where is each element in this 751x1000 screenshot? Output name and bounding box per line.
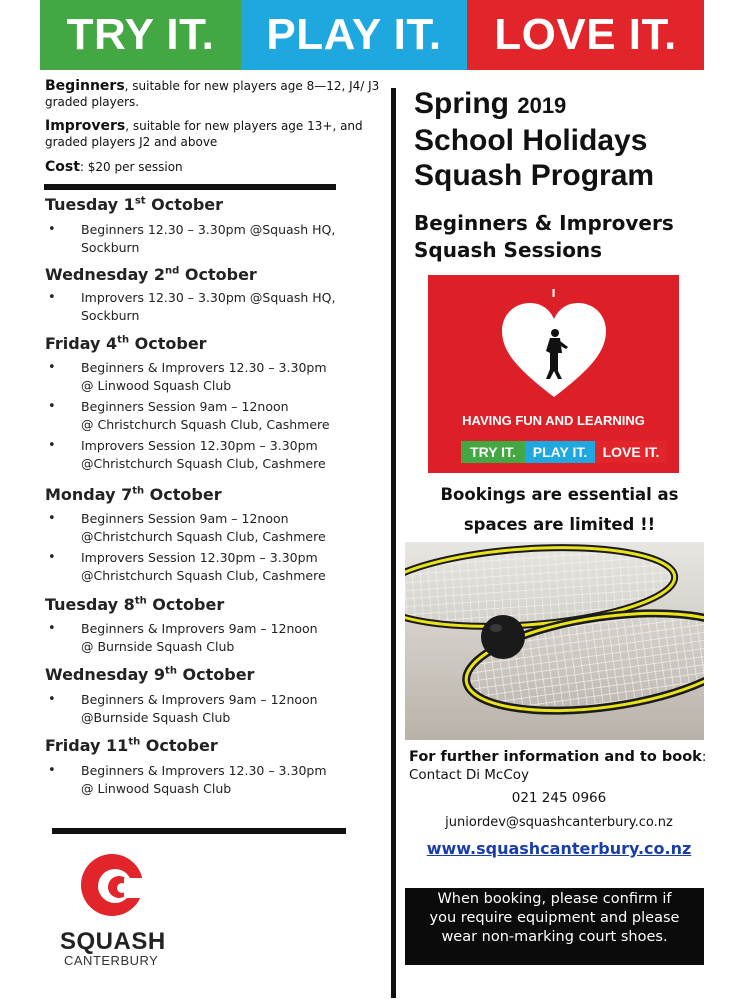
- promo-i: I: [551, 287, 556, 300]
- mini-try: TRY IT.: [461, 441, 525, 463]
- day-heading: Monday 7th October: [45, 485, 222, 504]
- promo-tagline: HAVING FUN AND LEARNING: [462, 413, 645, 428]
- logo-region: CANTERBURY: [64, 953, 159, 968]
- contact-info-rest: : Contact Di McCoy: [409, 749, 707, 783]
- session-list: [45, 691, 375, 730]
- intro-cost: [45, 159, 390, 175]
- top-banner: [40, 0, 704, 70]
- cost-label: Cost: [45, 159, 80, 175]
- squash-canterbury-logo-icon: [78, 850, 146, 920]
- website-link[interactable]: www.squashcanterbury.co.nz: [426, 839, 692, 858]
- beginners-text: , suitable for new players age 8—12, J4/ J3 graded players.: [45, 79, 380, 109]
- day-heading: Wednesday 2nd October: [45, 265, 257, 284]
- session-list: [45, 762, 375, 801]
- session-list: [45, 620, 375, 659]
- session-list: [45, 510, 375, 588]
- beginners-label: Beginners: [45, 78, 125, 94]
- promo-panel: [428, 275, 679, 473]
- session-list: [45, 289, 375, 328]
- improvers-label: Improvers: [45, 118, 126, 134]
- contact-info: [409, 748, 709, 784]
- session-list: [45, 221, 375, 260]
- program-subtitle: Beginners & Improvers Squash Sessions: [414, 211, 674, 262]
- booking-notice: Bookings are essential as spaces are limited !!: [440, 485, 679, 534]
- mini-play: PLAY IT.: [525, 441, 595, 463]
- contact-email: juniordev@squashcanterbury.co.nz: [445, 815, 673, 830]
- session-item: • Improvers 12.30 – 3.30pm @Squash HQ, Sockburn: [45, 289, 375, 325]
- racquet-photo-icon: [405, 542, 704, 740]
- intro-improvers: [45, 118, 390, 150]
- day-heading: Friday 4th October: [45, 334, 207, 353]
- banner-play: PLAY IT.: [241, 0, 467, 70]
- mini-love: LOVE IT.: [595, 441, 667, 463]
- session-item: • Improvers Session 12.30pm – 3.30pm @Christchurch Squash Club, Cashmere: [45, 549, 375, 585]
- day-heading: Tuesday 8th October: [45, 595, 225, 614]
- contact-phone: 021 245 0966: [511, 790, 607, 806]
- bottom-rule: [52, 828, 346, 834]
- racquet-photo: [405, 542, 704, 740]
- intro-beginners: [45, 78, 390, 110]
- improvers-text: , suitable for new players age 13+, and graded players J2 and above: [45, 119, 363, 149]
- banner-try: TRY IT.: [40, 0, 241, 70]
- session-item: • Improvers Session 12.30pm – 3.30pm @Christchurch Squash Club, Cashmere: [45, 437, 375, 473]
- logo-name: SQUASH: [60, 928, 166, 955]
- contact-info-bold: For further information and to book: [409, 749, 702, 765]
- day-heading: Tuesday 1st October: [45, 195, 224, 214]
- session-item: • Beginners 12.30 – 3.30pm @Squash HQ, Sockburn: [45, 221, 375, 257]
- session-item: • Beginners & Improvers 9am – 12noon @Burnside Squash Club: [45, 691, 375, 727]
- session-list: [45, 359, 375, 476]
- session-item: • Beginners & Improvers 12.30 – 3.30pm @ Linwood Squash Club: [45, 762, 375, 798]
- session-item: • Beginners & Improvers 9am – 12noon @ Burnside Squash Club: [45, 620, 375, 656]
- program-title: Spring 2019 School Holidays Squash Program: [414, 87, 655, 192]
- cost-text: : $20 per session: [79, 160, 183, 174]
- promo-mini-banner: [461, 441, 667, 463]
- heart-player-icon: [500, 301, 608, 401]
- equipment-notice: When booking, please confirm if you require equipment and please wear non-marking court shoes.: [405, 888, 704, 965]
- banner-love: LOVE IT.: [467, 0, 704, 70]
- session-item: • Beginners Session 9am – 12noon @Christchurch Squash Club, Cashmere: [45, 510, 375, 546]
- session-item: • Beginners & Improvers 12.30 – 3.30pm @ Linwood Squash Club: [45, 359, 375, 395]
- session-item: • Beginners Session 9am – 12noon @ Christchurch Squash Club, Cashmere: [45, 398, 375, 434]
- day-heading: Friday 11th October: [45, 736, 218, 755]
- column-divider: [391, 88, 396, 998]
- divider-rule: [44, 184, 336, 190]
- day-heading: Wednesday 9th October: [45, 665, 255, 684]
